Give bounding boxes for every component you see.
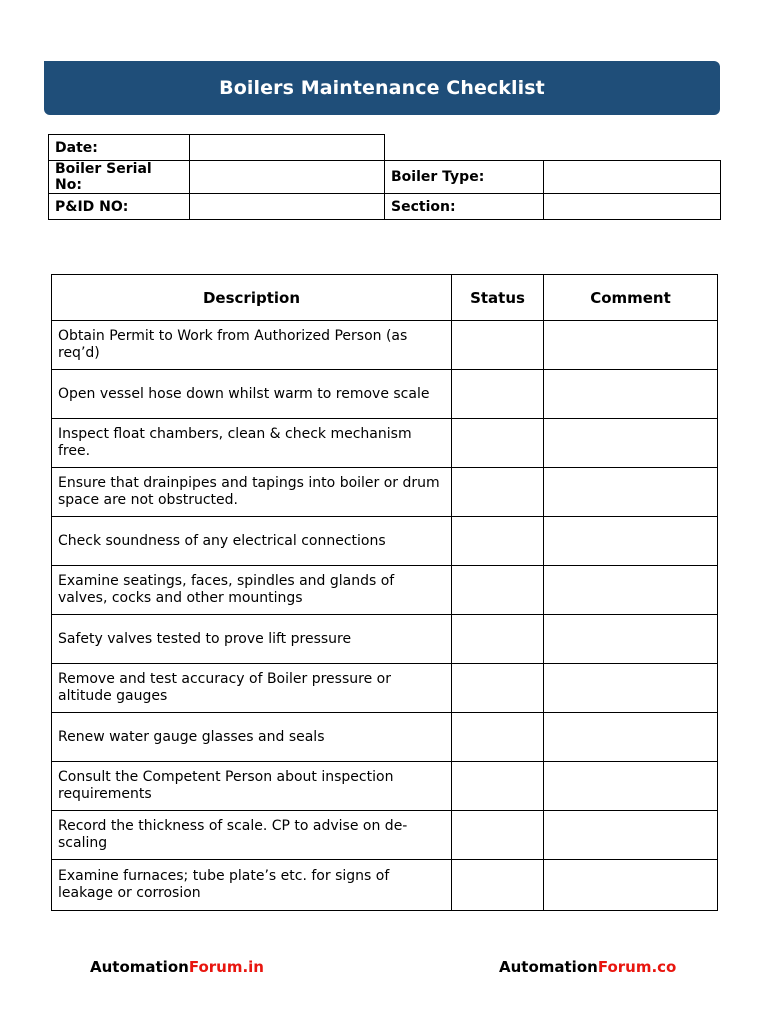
- pid-label: P&ID NO:: [49, 194, 190, 220]
- row-description: Remove and test accuracy of Boiler pressure or altitude gauges: [52, 664, 452, 713]
- table-row: [52, 468, 718, 517]
- row-comment-cell[interactable]: [544, 566, 718, 615]
- row-description: Obtain Permit to Work from Authorized Person (as req’d): [52, 321, 452, 370]
- info-row-serial: [49, 161, 721, 194]
- comment-header: Comment: [544, 275, 718, 321]
- table-row: [52, 762, 718, 811]
- row-comment-cell[interactable]: [544, 321, 718, 370]
- type-field[interactable]: [544, 161, 721, 194]
- row-status-cell[interactable]: [452, 419, 544, 468]
- type-label: Boiler Type:: [385, 161, 544, 194]
- footer-brand-right: [499, 958, 676, 976]
- pid-field[interactable]: [190, 194, 385, 220]
- row-description: Record the thickness of scale. CP to advise on de-scaling: [52, 811, 452, 860]
- footer-brand-right-main: Automation: [499, 958, 598, 976]
- row-comment-cell[interactable]: [544, 517, 718, 566]
- footer-brand-left: [90, 958, 264, 976]
- row-status-cell[interactable]: [452, 762, 544, 811]
- footer-brand-right-accent: Forum.co: [597, 958, 677, 976]
- row-status-cell[interactable]: [452, 860, 544, 911]
- table-row: [52, 713, 718, 762]
- date-label: Date:: [49, 135, 190, 161]
- row-comment-cell[interactable]: [544, 370, 718, 419]
- row-comment-cell[interactable]: [544, 615, 718, 664]
- table-row: [52, 370, 718, 419]
- row-comment-cell[interactable]: [544, 811, 718, 860]
- section-label: Section:: [385, 194, 544, 220]
- table-row: [52, 664, 718, 713]
- table-row: [52, 860, 718, 911]
- row-description: Ensure that drainpipes and tapings into boiler or drum space are not obstructed.: [52, 468, 452, 517]
- row-status-cell[interactable]: [452, 321, 544, 370]
- row-description: Safety valves tested to prove lift pressure: [52, 615, 452, 664]
- footer-brand-left-accent: Forum.in: [188, 958, 264, 976]
- row-comment-cell[interactable]: [544, 713, 718, 762]
- table-row: [52, 615, 718, 664]
- row-description: Examine seatings, faces, spindles and glands of valves, cocks and other mountings: [52, 566, 452, 615]
- page-title: Boilers Maintenance Checklist: [219, 77, 545, 99]
- checklist-table: [51, 274, 718, 911]
- row-description: Consult the Competent Person about inspection requirements: [52, 762, 452, 811]
- status-header: Status: [452, 275, 544, 321]
- row-description: Open vessel hose down whilst warm to remove scale: [52, 370, 452, 419]
- row-comment-cell[interactable]: [544, 468, 718, 517]
- row-status-cell[interactable]: [452, 615, 544, 664]
- row-comment-cell[interactable]: [544, 762, 718, 811]
- info-row-date: [49, 135, 721, 161]
- info-row-pid: [49, 194, 721, 220]
- footer-brand-left-main: Automation: [90, 958, 189, 976]
- table-row: [52, 419, 718, 468]
- serial-label: Boiler Serial No:: [49, 161, 190, 194]
- info-table: [48, 134, 721, 220]
- row-status-cell[interactable]: [452, 713, 544, 762]
- table-row: [52, 517, 718, 566]
- row-comment-cell[interactable]: [544, 664, 718, 713]
- row-status-cell[interactable]: [452, 811, 544, 860]
- row-description: Examine furnaces; tube plate’s etc. for signs of leakage or corrosion: [52, 860, 452, 911]
- checklist-header-row: [52, 275, 718, 321]
- section-field[interactable]: [544, 194, 721, 220]
- row-status-cell[interactable]: [452, 566, 544, 615]
- row-comment-cell[interactable]: [544, 419, 718, 468]
- date-field[interactable]: [190, 135, 385, 161]
- title-banner: [44, 61, 720, 115]
- row-description: Inspect float chambers, clean & check mechanism free.: [52, 419, 452, 468]
- row-description: Check soundness of any electrical connections: [52, 517, 452, 566]
- serial-field[interactable]: [190, 161, 385, 194]
- table-row: [52, 566, 718, 615]
- row-description: Renew water gauge glasses and seals: [52, 713, 452, 762]
- table-row: [52, 811, 718, 860]
- row-status-cell[interactable]: [452, 517, 544, 566]
- description-header: Description: [52, 275, 452, 321]
- row-comment-cell[interactable]: [544, 860, 718, 911]
- table-row: [52, 321, 718, 370]
- row-status-cell[interactable]: [452, 468, 544, 517]
- row-status-cell[interactable]: [452, 664, 544, 713]
- row-status-cell[interactable]: [452, 370, 544, 419]
